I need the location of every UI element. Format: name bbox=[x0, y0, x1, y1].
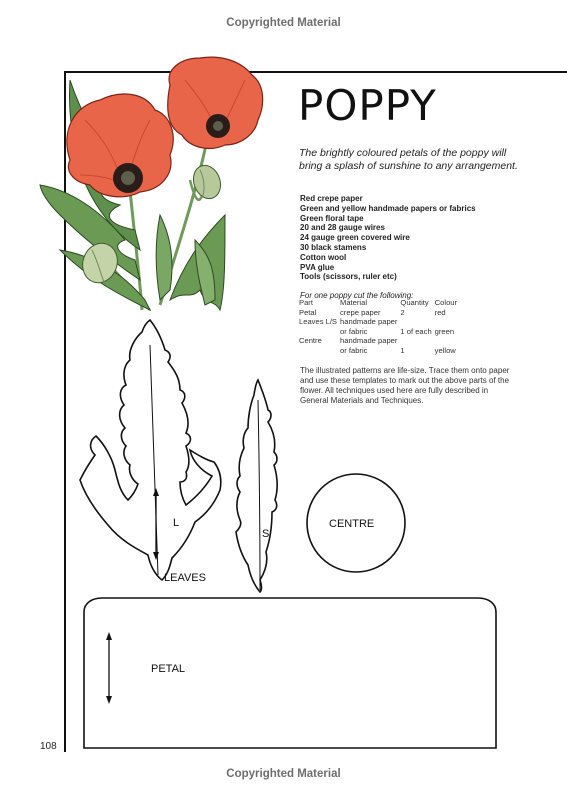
centre-label: CENTRE bbox=[329, 518, 375, 530]
copyright-header: Copyrighted Material bbox=[226, 17, 341, 29]
page-number: 108 bbox=[40, 741, 57, 752]
table-cell: green bbox=[434, 326, 455, 336]
materials-item: Green and yellow handmade papers or fabrics bbox=[300, 203, 476, 213]
column-header: Quantity bbox=[400, 298, 429, 307]
table-cell bbox=[400, 336, 434, 346]
table-cell: or fabric bbox=[340, 326, 368, 336]
leaves-label: LEAVES bbox=[164, 572, 206, 584]
column-header: Part bbox=[299, 298, 313, 307]
table-cell: 1 bbox=[400, 345, 405, 355]
large-leaf-mark: L bbox=[173, 517, 180, 529]
column-header: Colour bbox=[434, 298, 458, 307]
materials-item: 20 and 28 gauge wires bbox=[300, 223, 385, 233]
table-cell bbox=[435, 336, 460, 346]
materials-item: 30 black stamens bbox=[300, 242, 367, 252]
table-row bbox=[299, 346, 460, 356]
table-cell: or fabric bbox=[340, 345, 368, 355]
materials-item: Red crepe paper bbox=[300, 194, 363, 203]
petal-template bbox=[84, 598, 496, 748]
materials-item: Tools (scissors, ruler etc) bbox=[300, 272, 397, 282]
table-row bbox=[299, 317, 460, 327]
page-title: POPPY bbox=[298, 81, 437, 130]
table-row bbox=[299, 308, 460, 318]
table-cell bbox=[299, 346, 340, 356]
table-row bbox=[299, 336, 460, 346]
materials-item: 24 gauge green covered wire bbox=[300, 233, 410, 243]
table-cell: yellow bbox=[434, 345, 456, 355]
table-cell bbox=[435, 317, 460, 327]
table-cell: Centre bbox=[299, 336, 322, 345]
materials-item: Cotton wool bbox=[300, 252, 347, 262]
table-cell: crepe paper bbox=[340, 307, 381, 317]
cut-list-header-row bbox=[299, 298, 460, 308]
cut-list-table bbox=[299, 298, 460, 355]
table-cell: handmade paper bbox=[340, 317, 398, 326]
materials-item: PVA glue bbox=[300, 262, 335, 272]
column-header: Material bbox=[340, 298, 368, 307]
table-cell: handmade paper bbox=[340, 336, 398, 345]
poppy-illustration bbox=[40, 57, 263, 310]
table-row bbox=[299, 327, 460, 337]
copyright-footer: Copyrighted Material bbox=[226, 768, 341, 780]
table-cell bbox=[400, 317, 434, 327]
materials-item: Green floral tape bbox=[300, 213, 364, 223]
materials-list bbox=[300, 194, 476, 282]
table-cell: Leaves L/S bbox=[299, 317, 337, 326]
instructions-note: The illustrated patterns are life-size. Trace them onto paper and use these templates to mark out the above parts of the flower. All techniques used here are fully described in General Materials and Techniques. bbox=[300, 366, 510, 405]
intro-text: The brightly coloured petals of the poppy will bring a splash of sunshine to any arrangement. bbox=[299, 147, 518, 172]
table-cell bbox=[299, 327, 340, 337]
table-cell: 2 bbox=[400, 307, 405, 317]
table-cell: Petal bbox=[299, 307, 317, 317]
petal-label: PETAL bbox=[151, 663, 186, 675]
table-cell: red bbox=[434, 307, 446, 317]
small-leaf-template bbox=[236, 380, 277, 592]
table-cell: 1 of each bbox=[400, 326, 432, 336]
cut-list-heading: For one poppy cut the following: bbox=[300, 291, 414, 300]
small-leaf-mark: S bbox=[262, 528, 270, 540]
